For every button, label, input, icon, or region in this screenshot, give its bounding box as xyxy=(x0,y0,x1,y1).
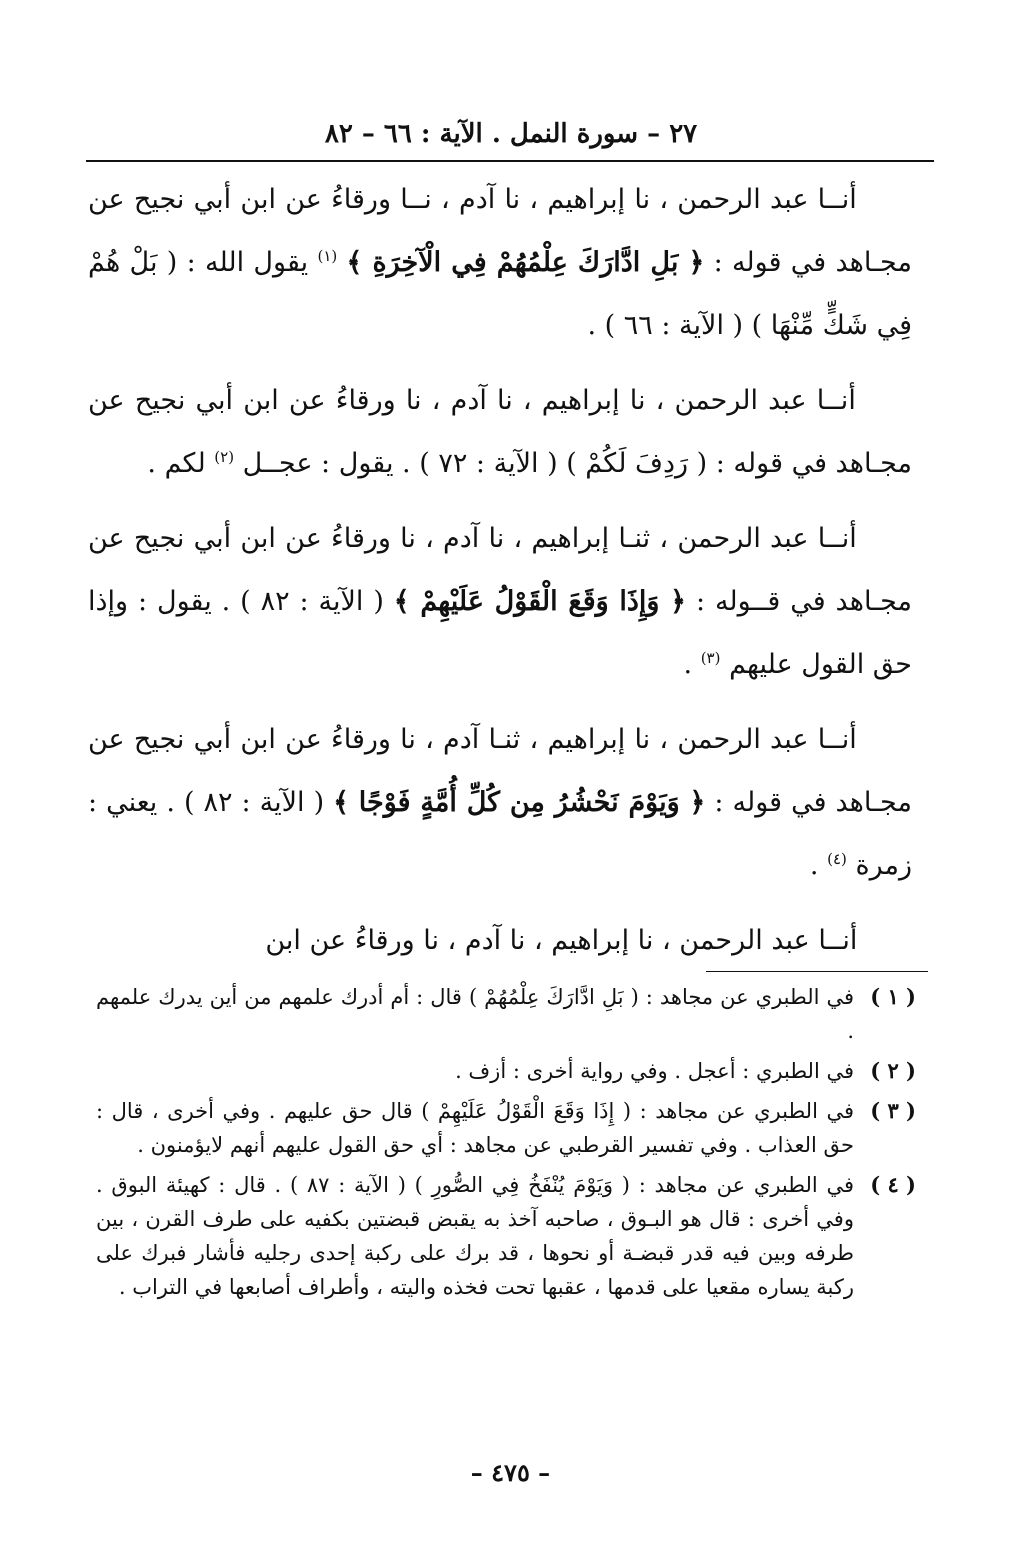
footnote-separator xyxy=(706,971,928,972)
footnote-number: ( ١ ) xyxy=(870,984,916,1009)
paragraph-text: أنــا عبد الرحمن ، نا إبراهيم ، نا آدم ، نا ورقاءُ عن ابن أبي نجيح عن مجـاهد في قوله : ( رَدِفَ لَكُمْ ) ( الآية : ٧٢ ) . يقول : عجــل xyxy=(88,385,912,479)
paragraph-text: أنــا عبد الرحمن ، نا إبراهيم ، نا آدم ، نــا ورقاءُ عن ابن أبي نجيح عن مجـاهد في قوله : xyxy=(88,184,912,278)
footnote-number: ( ٤ ) xyxy=(870,1172,916,1197)
paragraph-4 xyxy=(88,708,912,897)
paragraph-text-end: . xyxy=(809,850,819,881)
quran-quote: ﴿ بَلِ ادَّارَكَ عِلْمُهُمْ فِي الْآخِرَةِ ﴾ xyxy=(346,247,705,278)
footnote-marker[interactable]: (٢) xyxy=(214,448,235,466)
footnote-number: ( ٣ ) xyxy=(870,1098,916,1123)
main-text xyxy=(88,168,912,984)
paragraph-text-continued: يقول الله : ( بَلْ هُمْ فِي شَكٍّ مِّنْهَا ) ( الآية : ٦٦ ) . xyxy=(88,247,912,341)
footnote-marker[interactable]: (٣) xyxy=(700,649,721,667)
paragraph-text: أنــا عبد الرحمن ، نا إبراهيم ، نا آدم ، نا ورقاءُ عن ابن xyxy=(265,925,858,956)
paragraph-text-continued: ( الآية : ٨٢ ) . يعني : زمرة xyxy=(88,787,912,881)
paragraph-text-continued: ( الآية : ٨٢ ) . يقول : وإذا حق القول عليهم xyxy=(88,586,912,680)
page-number: – ٤٧٥ – xyxy=(470,1458,551,1487)
footnote-4 xyxy=(96,1168,916,1304)
footnote-3 xyxy=(96,1094,916,1162)
quran-quote: ﴿ وَإِذَا وَقَعَ الْقَوْلُ عَلَيْهِمْ ﴾ xyxy=(393,586,687,617)
footnote-text: في الطبري عن مجاهد : ( إِذَا وَقَعَ الْقَوْلُ عَلَيْهِمْ ) قال حق عليهم . وفي أخرى ، قال : حق العذاب . وفي تفسير القرطبي عن مجاهد : أي حق القول عليهم أنهم لايؤمنون . xyxy=(96,1099,854,1157)
footnotes xyxy=(96,980,916,1310)
running-header: ٢٧ – سورة النمل . الآية : ٦٦ – ٨٢ xyxy=(324,119,698,149)
footnote-marker[interactable]: (١) xyxy=(317,247,338,265)
footnote-text: في الطبري : أعجل . وفي رواية أخرى : أزف . xyxy=(455,1059,854,1083)
paragraph-text-continued: لكم . xyxy=(147,448,206,479)
paragraph-3 xyxy=(88,507,912,696)
paragraph-text-end: . xyxy=(683,649,693,680)
quran-quote: ﴿ وَيَوْمَ نَحْشُرُ مِن كُلِّ أُمَّةٍ فَوْجًا ﴾ xyxy=(333,787,706,818)
footnote-text: في الطبري عن مجاهد : ( بَلِ ادَّارَكَ عِلْمُهُمْ ) قال : أم أدرك علمهم من أين يدرك علمهم . xyxy=(96,985,854,1043)
paragraph-2 xyxy=(88,369,912,495)
footnote-marker[interactable]: (٤) xyxy=(827,850,847,868)
footnote-number: ( ٢ ) xyxy=(870,1058,916,1083)
paragraph-5 xyxy=(88,909,912,972)
paragraph-text: أنــا عبد الرحمن ، نا إبراهيم ، ثنـا آدم ، نا ورقاءُ عن ابن أبي نجيح عن مجـاهد في قوله : xyxy=(88,724,912,818)
footnote-1 xyxy=(96,980,916,1048)
footnote-text: في الطبري عن مجاهد : ( وَيَوْمَ يُنْفَخُ فِي الصُّورِ ) ( الآية : ٨٧ ) . قال : كهيئة البوق . وفي أخرى : قال هو البـوق ، صاحبه آخذ به يقبض قبضتين بكفيه على طرف القرن ، بين طرفه وبين فيه قدر قبضـة أو نحوها ، قد برك على ركبة إحدى رجليه فأشار فبرك على ركبة يساره مقعيا على قدمها ، عقبها تحت فخذه واليته ، وأطراف أصابعها في التراب . xyxy=(96,1173,854,1299)
footnote-2 xyxy=(96,1054,916,1088)
paragraph-1 xyxy=(88,168,912,357)
header-rule xyxy=(86,160,934,162)
paragraph-text: أنــا عبد الرحمن ، ثنـا إبراهيم ، نا آدم ، نا ورقاءُ عن ابن أبي نجيح عن مجـاهد في قــوله : xyxy=(88,523,912,617)
